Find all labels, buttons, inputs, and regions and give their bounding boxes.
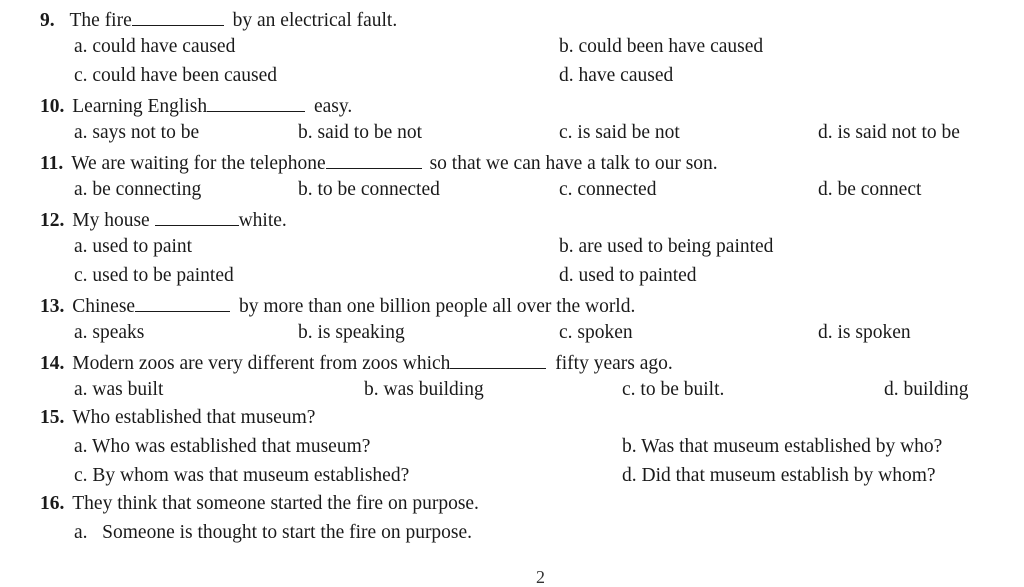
question-16-stem — [40, 494, 479, 514]
option-d[interactable]: d. be connect — [818, 179, 922, 200]
option-a[interactable]: a. was built — [74, 379, 164, 400]
option-d[interactable]: d. is spoken — [818, 322, 911, 343]
stem-text: by an electrical fault. — [232, 10, 398, 31]
question-number: 12. — [40, 210, 65, 231]
stem-text: white. — [238, 210, 287, 231]
option-a[interactable]: a. could have caused — [74, 36, 236, 57]
option-c[interactable]: c. to be built. — [622, 379, 725, 400]
option-c[interactable]: c. is said be not — [559, 122, 680, 143]
option-d[interactable]: d. building — [884, 379, 969, 400]
answer-blank — [155, 208, 239, 226]
answer-blank — [207, 94, 305, 112]
option-c[interactable]: c. used to be painted — [74, 265, 234, 286]
question-number: 13. — [40, 296, 65, 317]
question-number: 11. — [40, 153, 64, 174]
option-c[interactable]: c. spoken — [559, 322, 633, 343]
option-a[interactable]: a. Who was established that museum? — [74, 436, 371, 457]
question-12-stem — [40, 208, 287, 231]
stem-text: Learning English — [72, 96, 208, 117]
option-b[interactable]: b. are used to being painted — [559, 236, 774, 257]
question-13-stem — [40, 294, 635, 317]
stem-text: We are waiting for the telephone — [71, 153, 326, 174]
answer-blank — [326, 151, 422, 169]
stem-text: They think that someone started the fire on purpose. — [72, 493, 479, 514]
option-d[interactable]: d. is said not to be — [818, 122, 960, 143]
option-a[interactable]: a. speaks — [74, 322, 145, 343]
option-d[interactable]: d. used to painted — [559, 265, 697, 286]
question-11-stem — [40, 151, 718, 174]
option-b[interactable]: b. could been have caused — [559, 36, 764, 57]
option-c[interactable]: c. connected — [559, 179, 657, 200]
question-14-stem — [40, 351, 673, 374]
stem-text: The fire — [69, 10, 132, 31]
answer-blank — [450, 351, 546, 369]
stem-text: so that we can have a talk to our son. — [429, 153, 718, 174]
option-a[interactable]: a. says not to be — [74, 122, 200, 143]
option-b[interactable]: b. is speaking — [298, 322, 405, 343]
stem-text: easy. — [313, 96, 353, 117]
answer-blank — [135, 294, 230, 312]
option-a[interactable]: a. used to paint — [74, 236, 193, 257]
option-a[interactable]: a. be connecting — [74, 179, 202, 200]
question-number: 14. — [40, 353, 65, 374]
option-d[interactable]: d. Did that museum establish by whom? — [622, 465, 936, 486]
question-9-stem — [40, 8, 397, 31]
question-number: 9. — [40, 10, 55, 31]
question-15-stem — [40, 408, 315, 428]
question-number: 16. — [40, 493, 65, 514]
option-c[interactable]: c. could have been caused — [74, 65, 278, 86]
option-b[interactable]: b. to be connected — [298, 179, 440, 200]
stem-text: My house — [72, 210, 150, 231]
stem-text: Who established that museum? — [72, 407, 316, 428]
answer-blank — [132, 8, 224, 26]
stem-text: Chinese — [72, 296, 136, 317]
question-10-stem — [40, 94, 352, 117]
option-a[interactable]: a. Someone is thought to start the fire on purpose. — [74, 522, 473, 543]
stem-text: by more than one billion people all over the world. — [238, 296, 636, 317]
option-c[interactable]: c. By whom was that museum established? — [74, 465, 410, 486]
stem-text: Modern zoos are very different from zoos which — [72, 353, 451, 374]
page-number: 2 — [536, 567, 545, 587]
option-b[interactable]: b. was building — [364, 379, 484, 400]
stem-text: fifty years ago. — [555, 353, 673, 374]
question-number: 10. — [40, 96, 65, 117]
option-b[interactable]: b. said to be not — [298, 122, 423, 143]
option-b[interactable]: b. Was that museum established by who? — [622, 436, 943, 457]
question-number: 15. — [40, 407, 65, 428]
option-d[interactable]: d. have caused — [559, 65, 674, 86]
